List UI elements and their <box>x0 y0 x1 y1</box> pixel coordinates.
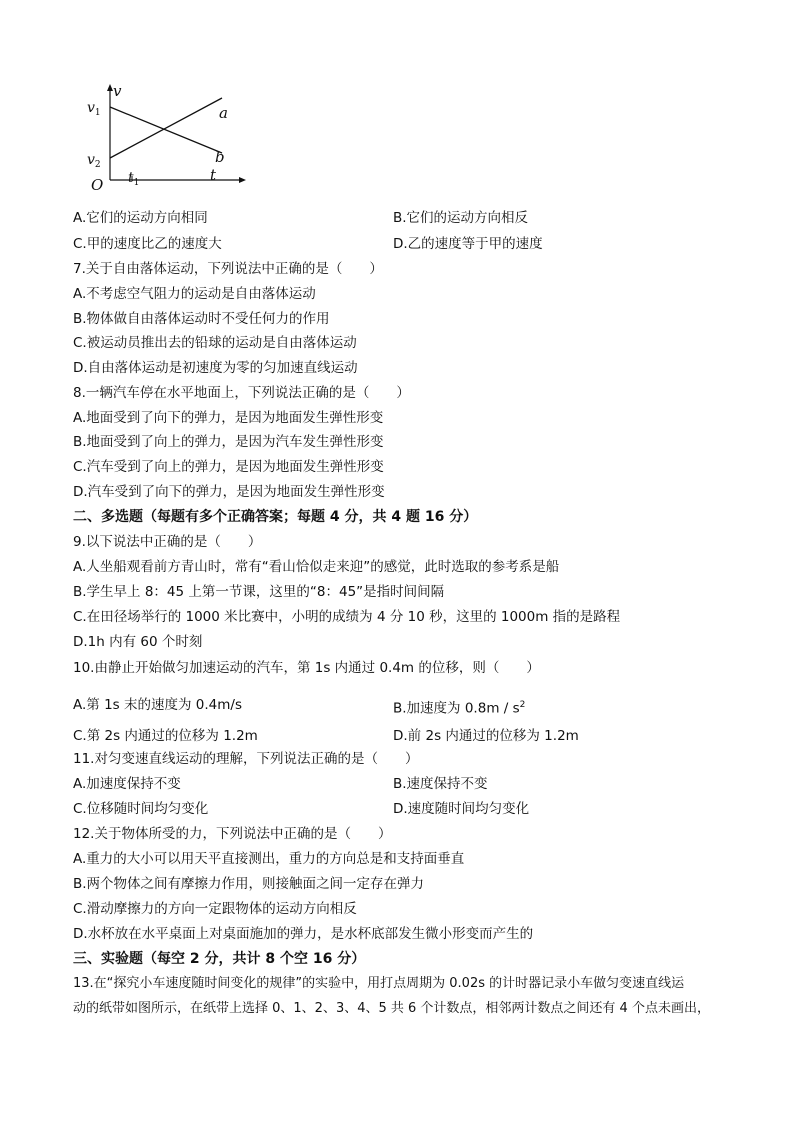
q12-option-a: A.重力的大小可以用天平直接测出，重力的方向总是和支持面垂直 <box>73 851 465 867</box>
q6-option-a: A.它们的运动方向相同 <box>73 210 208 226</box>
q10-stem: 10.由静止开始做匀加速运动的汽车，第 1s 内通过 0.4m 的位移，则（ ） <box>73 660 540 676</box>
v1-label: $v_1$ <box>87 100 101 118</box>
q10-option-b: B.加速度为 $0.8m / s^2$ <box>393 700 526 717</box>
q8-option-a: A.地面受到了向下的弹力，是因为地面发生弹性形变 <box>73 410 384 426</box>
q7-stem: 7.关于自由落体运动，下列说法中正确的是（ ） <box>73 261 383 277</box>
q11-option-b: B.速度保持不变 <box>393 776 488 792</box>
line-a <box>110 98 222 158</box>
q11-option-d: D.速度随时间均匀变化 <box>393 801 530 817</box>
section-heading-experiment: 三、实验题（每空 2 分，共计 8 个空 16 分） <box>73 951 366 967</box>
q7-option-c: C.被运动员推出去的铅球的运动是自由落体运动 <box>73 335 357 351</box>
q7-option-d: D.自由落体运动是初速度为零的匀加速直线运动 <box>73 360 358 376</box>
t-axis-arrow <box>239 177 246 183</box>
q6-option-d: D.乙的速度等于甲的速度 <box>393 236 543 252</box>
q6-option-c: C.甲的速度比乙的速度大 <box>73 236 222 252</box>
q8-option-d: D.汽车受到了向下的弹力，是因为地面发生弹性形变 <box>73 484 385 500</box>
q7-option-b: B.物体做自由落体运动时不受任何力的作用 <box>73 311 330 327</box>
q8-stem: 8.一辆汽车停在水平地面上，下列说法正确的是（ ） <box>73 385 410 401</box>
q9-option-c: C.在田径场举行的 1000 米比赛中，小明的成绩为 4 分 10 秒，这里的 1000m 指的是路程 <box>73 609 621 625</box>
q13-line-2: 动的纸带如图所示，在纸带上选择 0、1、2、3、4、5 共 6 个计数点，相邻两计数点之间还有 4 个点未画出， <box>73 1001 710 1016</box>
q7-option-a: A.不考虑空气阻力的运动是自由落体运动 <box>73 286 316 302</box>
q9-option-d: D.1h 内有 60 个时刻 <box>73 634 203 650</box>
line-b-label: b <box>215 148 225 166</box>
q8-option-c: C.汽车受到了向上的弹力，是因为地面发生弹性形变 <box>73 459 384 475</box>
q10-option-c: C.第 2s 内通过的位移为 1.2m <box>73 728 258 744</box>
q11-option-c: C.位移随时间均匀变化 <box>73 801 209 817</box>
q11-option-a: A.加速度保持不变 <box>73 776 181 792</box>
q11-stem: 11.对匀变速直线运动的理解，下列说法正确的是（ ） <box>73 751 419 767</box>
q13-line-1: 13.在“探究小车速度随时间变化的规律”的实验中，用打点周期为 0.02s 的计时器记录小车做匀变速直线运 <box>73 976 685 991</box>
q9-option-a: A.人坐船观看前方青山时，常有“看山恰似走来迎”的感觉，此时选取的参考系是船 <box>73 559 560 575</box>
origin-label: O <box>91 176 104 194</box>
q12-option-c: C.滑动摩擦力的方向一定跟物体的运动方向相反 <box>73 901 357 917</box>
q9-stem: 9.以下说法中正确的是（ ） <box>73 534 262 550</box>
t1-label: $t_1$ <box>128 170 140 188</box>
q6-option-b: B.它们的运动方向相反 <box>393 210 529 226</box>
velocity-time-graph <box>82 80 252 195</box>
q12-option-d: D.水杯放在水平桌面上对桌面施加的弹力，是水杯底部发生微小形变而产生的 <box>73 926 534 942</box>
q10-option-d: D.前 2s 内通过的位移为 1.2m <box>393 728 579 744</box>
line-a-label: a <box>219 104 228 122</box>
v-axis-label: v <box>113 82 122 100</box>
section-heading-multiple-choice: 二、多选题（每题有多个正确答案；每题 4 分，共 4 题 16 分） <box>73 509 478 525</box>
q10-option-a: A.第 1s 末的速度为 0.4m/s <box>73 697 242 713</box>
q8-option-b: B.地面受到了向上的弹力，是因为汽车发生弹性形变 <box>73 434 384 450</box>
q12-option-b: B.两个物体之间有摩擦力作用，则接触面之间一定存在弹力 <box>73 876 425 892</box>
q9-option-b: B.学生早上 8：45 上第一节课，这里的“8：45”是指时间间隔 <box>73 584 445 600</box>
q10-option-b-exponent: 2 <box>519 700 526 710</box>
line-b <box>110 107 222 153</box>
t-axis-label: t <box>210 166 217 184</box>
v2-label: $v_2$ <box>87 152 101 170</box>
q12-stem: 12.关于物体所受的力，下列说法中正确的是（ ） <box>73 826 392 842</box>
